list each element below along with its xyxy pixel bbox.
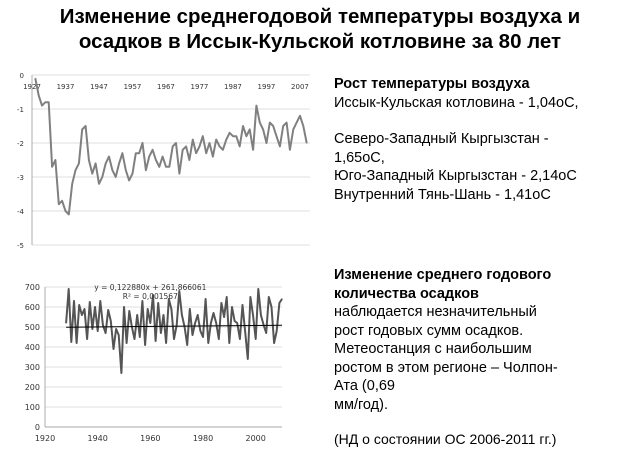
y-tick-label: -3 [17, 174, 24, 182]
precipitation-data-point [187, 344, 188, 345]
x-tick-label: 1937 [56, 83, 75, 91]
temperature-data-point [276, 136, 277, 137]
precipitation-data-point [84, 308, 85, 309]
precipitation-data-point [276, 330, 277, 331]
temperature-data-point [199, 146, 200, 147]
temperature-data-point [108, 156, 109, 157]
temperature-data-point [169, 166, 170, 167]
x-tick-label: 1967 [157, 83, 175, 91]
temperature-data-point [155, 159, 156, 160]
temperature-line-southwest: Юго-Западный Кыргызстан - 2,14оС [334, 168, 577, 184]
temperature-data-point [299, 115, 300, 116]
temperature-data-point [182, 149, 183, 150]
temperature-data-point [125, 170, 126, 171]
temperature-data-point [149, 156, 150, 157]
temperature-data-point [249, 129, 250, 130]
trend-equation: y = 0,122880x + 261,866061 [94, 283, 207, 292]
precipitation-data-point [110, 320, 111, 321]
temperature-data-point [112, 170, 113, 171]
title-line-2: осадков в Иссык-Кульской котловине за 80 лет [78, 30, 562, 53]
precipitation-line-6: мм/год). [334, 396, 388, 413]
temperature-data-point [216, 139, 217, 140]
temperature-data-point [196, 153, 197, 154]
temperature-data-point [41, 105, 42, 106]
y-tick-label: 500 [24, 323, 40, 332]
precipitation-data-point [197, 314, 198, 315]
temperature-data-point [139, 153, 140, 154]
x-tick-label: 1927 [23, 83, 41, 91]
temperature-data-point [92, 173, 93, 174]
precipitation-data-point [65, 322, 66, 323]
temperature-data-point [286, 122, 287, 123]
precipitation-data-point [100, 300, 101, 301]
precipitation-heading-2: количества осадков [334, 285, 479, 302]
precipitation-data-point [195, 322, 196, 323]
temperature-data-point [142, 142, 143, 143]
precipitation-data-point [226, 296, 227, 297]
x-tick-label: 1977 [190, 83, 209, 91]
precipitation-line-5: Ата (0,69 [334, 378, 395, 394]
temperature-data-point [219, 146, 220, 147]
precipitation-data-point [181, 314, 182, 315]
temperature-line-northwest-value: 1,65оС, [334, 149, 385, 166]
temperature-data-point [273, 125, 274, 126]
precipitation-data-point [255, 338, 256, 339]
precipitation-series-line [66, 289, 282, 373]
y-tick-label: 100 [24, 403, 40, 412]
temperature-line-inner-tien-shan: Внутренний Тянь-Шань - 1,41оС [334, 186, 551, 203]
temperature-data-point [189, 159, 190, 160]
page-title [20, 4, 620, 54]
temperature-data-point [129, 180, 130, 181]
precipitation-line-4: ростом в этом регионе – Чолпон- [334, 359, 558, 376]
precipitation-data-point [87, 338, 88, 339]
temperature-data-point [239, 146, 240, 147]
temperature-data-point [115, 176, 116, 177]
precipitation-data-point [250, 296, 251, 297]
temperature-data-point [85, 125, 86, 126]
temperature-data-point [263, 129, 264, 130]
precipitation-data-point [205, 298, 206, 299]
precipitation-heading-1: Изменение среднего годового [334, 267, 552, 283]
precipitation-data-point [108, 309, 109, 310]
precipitation-data-point [239, 338, 240, 339]
temperature-data-point [279, 146, 280, 147]
precipitation-data-point [218, 338, 219, 339]
precipitation-line-3: Метеостанция с наибольшим [334, 341, 532, 357]
temperature-data-point [232, 136, 233, 137]
temperature-data-point [88, 159, 89, 160]
precipitation-data-point [137, 314, 138, 315]
y-tick-label: 600 [24, 303, 40, 312]
precipitation-line-2: рост годовых сумм осадков. [334, 322, 524, 339]
precipitation-data-point [279, 302, 280, 303]
x-tick-label: 1957 [123, 83, 142, 91]
precipitation-data-point [163, 314, 164, 315]
temperature-data-point [252, 149, 253, 150]
temperature-data-point [266, 142, 267, 143]
title-line-1: Изменение среднегодовой температуры воздуха и [59, 5, 581, 28]
y-tick-label: -4 [17, 208, 24, 216]
temperature-data-point [269, 122, 270, 123]
precipitation-data-point [189, 308, 190, 309]
x-tick-label: 1980 [192, 434, 214, 443]
temperature-data-point [55, 159, 56, 160]
x-tick-label: 1987 [224, 83, 242, 91]
precipitation-data-point [266, 332, 267, 333]
temperature-data-point [145, 170, 146, 171]
temperature-data-point [95, 163, 96, 164]
temperature-data-point [102, 176, 103, 177]
temperature-data-point [293, 129, 294, 130]
temperature-data-point [289, 149, 290, 150]
precipitation-data-point [118, 334, 119, 335]
temperature-data-point [256, 105, 257, 106]
temperature-data-point [68, 214, 69, 215]
y-tick-label: 0 [19, 72, 24, 80]
temperature-data-point [165, 166, 166, 167]
temperature-data-point [226, 139, 227, 140]
precipitation-data-point [237, 322, 238, 323]
temperature-series-line [35, 78, 306, 214]
temperature-data-point [259, 122, 260, 123]
precipitation-data-point [81, 314, 82, 315]
precipitation-data-point [113, 348, 114, 349]
precipitation-data-point [216, 322, 217, 323]
temperature-data-point [105, 163, 106, 164]
temperature-data-point [162, 156, 163, 157]
precipitation-data-point [76, 342, 77, 343]
temperature-data-point [135, 153, 136, 154]
temperature-data-point [222, 149, 223, 150]
precipitation-data-point [176, 324, 177, 325]
precipitation-data-point [200, 330, 201, 331]
precipitation-data-point [260, 314, 261, 315]
precipitation-data-point [192, 334, 193, 335]
source-footnote: (НД о состоянии ОС 2006-2011 гг.) [334, 431, 557, 447]
temperature-data-point [51, 166, 52, 167]
temperature-data-point [246, 136, 247, 137]
temperature-data-point [229, 132, 230, 133]
x-tick-label: 1940 [87, 434, 108, 443]
temperature-data-point [132, 173, 133, 174]
precipitation-data-point [202, 336, 203, 337]
temperature-line-issyk-kul: Иссык-Кульская котловина - 1,04оС, [334, 94, 579, 111]
precipitation-data-point [234, 320, 235, 321]
temperature-data-point [236, 136, 237, 137]
precipitation-data-point [97, 330, 98, 331]
temperature-data-point [75, 170, 76, 171]
precipitation-data-point [89, 301, 90, 302]
precipitation-data-point [271, 306, 272, 307]
precipitation-data-point [245, 330, 246, 331]
precipitation-data-point [221, 302, 222, 303]
precipitation-data-point [134, 338, 135, 339]
precipitation-data-point [126, 342, 127, 343]
temperature-data-point [242, 125, 243, 126]
precipitation-data-point [102, 324, 103, 325]
precipitation-data-point [105, 332, 106, 333]
precipitation-data-point [252, 314, 253, 315]
temperature-data-point [38, 95, 39, 96]
precipitation-data-point [73, 300, 74, 301]
precipitation-data-point [79, 304, 80, 305]
y-tick-label: 200 [24, 383, 40, 392]
precipitation-data-point [210, 322, 211, 323]
y-tick-label: -2 [17, 140, 24, 148]
precipitation-data-point [229, 342, 230, 343]
x-tick-label: 1947 [90, 83, 108, 91]
precipitation-data-point [213, 312, 214, 313]
precipitation-data-point [68, 288, 69, 289]
precipitation-data-point [94, 306, 95, 307]
x-tick-label: 2000 [245, 434, 266, 443]
precipitation-data-point [166, 342, 167, 343]
temperature-data-point [296, 122, 297, 123]
temperature-data-point [122, 153, 123, 154]
y-tick-label: 300 [24, 363, 40, 372]
precipitation-data-point [139, 336, 140, 337]
temperature-data-point [206, 153, 207, 154]
precipitation-data-point [158, 302, 159, 303]
temperature-data-point [118, 163, 119, 164]
y-tick-label: -1 [17, 106, 24, 114]
temperature-data-point [306, 142, 307, 143]
precipitation-data-point [242, 304, 243, 305]
temperature-data-point [172, 146, 173, 147]
precipitation-data-point [155, 340, 156, 341]
temperature-data-point [202, 136, 203, 137]
precipitation-data-point [281, 298, 282, 299]
precipitation-data-point [171, 308, 172, 309]
y-tick-label: 400 [24, 343, 40, 352]
precipitation-data-point [71, 341, 72, 342]
x-tick-label: 1997 [257, 83, 276, 91]
x-tick-label: 2007 [291, 83, 309, 91]
temperature-data-point [98, 183, 99, 184]
temperature-chart [0, 60, 320, 260]
precipitation-data-point [160, 332, 161, 333]
precipitation-data-point [123, 306, 124, 307]
precipitation-data-point [258, 288, 259, 289]
y-tick-label: 700 [24, 283, 40, 292]
temperature-data-point [283, 125, 284, 126]
precipitation-data-point [121, 372, 122, 373]
temperature-data-point [48, 102, 49, 103]
precipitation-data-point [92, 328, 93, 329]
y-tick-label: -5 [17, 242, 24, 250]
precipitation-chart [0, 275, 300, 447]
precipitation-data-point [150, 322, 151, 323]
temperature-text-block [334, 75, 634, 204]
temperature-data-point [159, 166, 160, 167]
precipitation-data-point [231, 306, 232, 307]
temperature-data-point [62, 200, 63, 201]
temperature-line-northwest: Северо-Западный Кыргызстан - [334, 131, 549, 147]
precipitation-data-point [129, 310, 130, 311]
y-tick-label: 0 [34, 423, 40, 432]
precipitation-data-point [247, 358, 248, 359]
x-tick-label: 1920 [34, 434, 56, 443]
precipitation-data-point [116, 328, 117, 329]
precipitation-data-point [223, 316, 224, 317]
temperature-data-point [65, 210, 66, 211]
precipitation-data-point [144, 344, 145, 345]
x-tick-label: 1960 [140, 434, 161, 443]
temperature-data-point [58, 204, 59, 205]
temperature-data-point [78, 163, 79, 164]
precipitation-line-1: наблюдается незначительный [334, 304, 537, 320]
temperature-data-point [82, 129, 83, 130]
temperature-data-point [179, 173, 180, 174]
temperature-data-point [72, 183, 73, 184]
temperature-data-point [45, 102, 46, 103]
trend-r-squared: R² = 0,001567 [122, 292, 178, 301]
precipitation-data-point [274, 342, 275, 343]
temperature-heading: Рост температуры воздуха [334, 76, 530, 92]
precipitation-text-block [334, 266, 604, 414]
temperature-data-point [192, 139, 193, 140]
temperature-data-point [175, 142, 176, 143]
temperature-data-point [35, 78, 36, 79]
temperature-data-point [209, 142, 210, 143]
precipitation-data-point [208, 342, 209, 343]
precipitation-data-point [147, 308, 148, 309]
temperature-data-point [185, 146, 186, 147]
precipitation-data-point [173, 338, 174, 339]
precipitation-data-point [268, 296, 269, 297]
temperature-data-point [212, 156, 213, 157]
temperature-data-point [303, 125, 304, 126]
temperature-data-point [152, 149, 153, 150]
